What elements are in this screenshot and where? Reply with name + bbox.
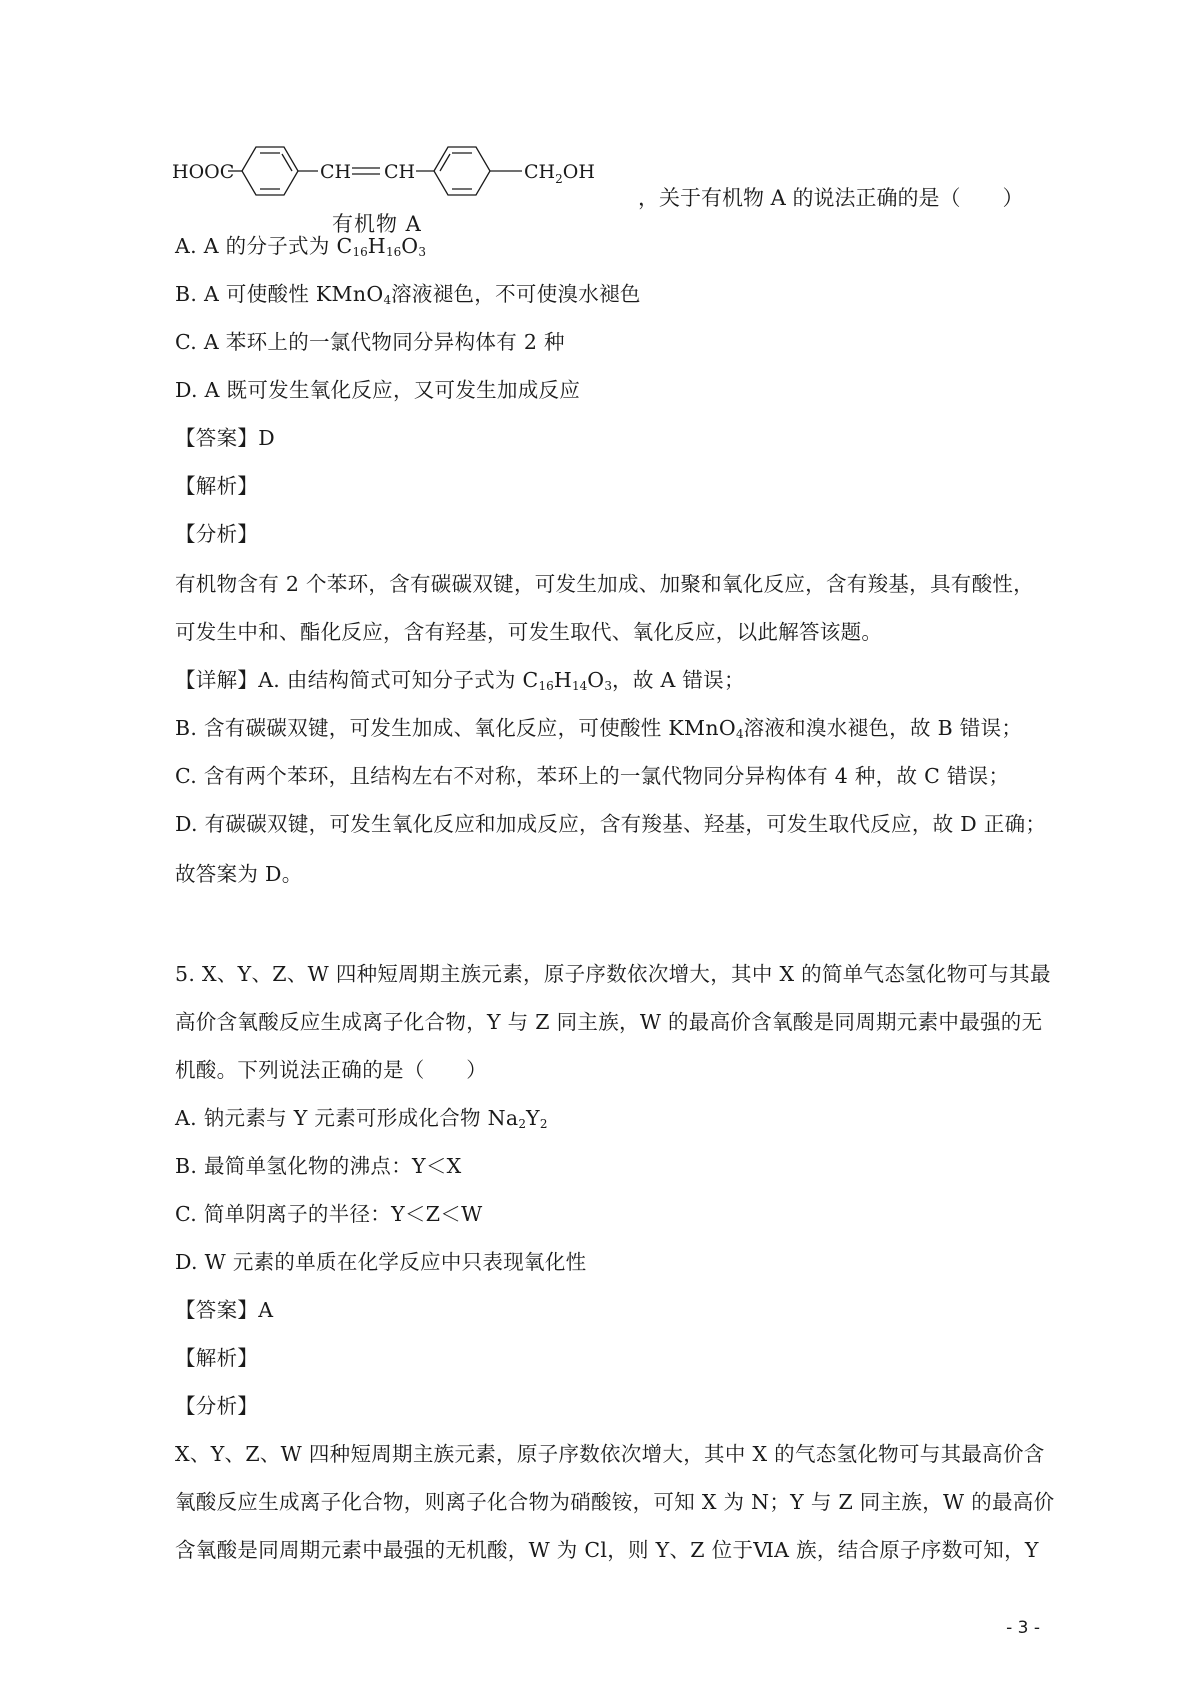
q4-fenxi-heading: 【分析】 bbox=[175, 522, 259, 546]
ch2-group: $CH_2OH$ bbox=[524, 161, 595, 186]
q4-option-a: A. A 的分子式为 $C_{16}H_{16}O_3$ bbox=[175, 234, 426, 259]
q5-option-c: C. 简单阴离子的半径：Y＜Z＜W bbox=[175, 1202, 483, 1226]
q4-jiexi-heading: 【解析】 bbox=[175, 474, 259, 498]
hooc-group: HOOC bbox=[172, 161, 235, 183]
q4-analysis-line-1: 有机物含有 2 个苯环，含有碳碳双键，可发生加成、加聚和氧化反应，含有羧基，具有酸性， bbox=[175, 572, 1034, 596]
structural-formula bbox=[172, 142, 672, 242]
question-4-stem: ，关于有机物 A 的说法正确的是（ ） bbox=[638, 186, 1024, 210]
q4-option-b: B. A 可使酸性 KMnO$_4$溶液褪色，不可使溴水褪色 bbox=[175, 282, 641, 307]
q5-analysis-line-2: 氧酸反应生成离子化合物，则离子化合物为硝酸铵，可知 X 为 N；Y 与 Z 同主族，W 的最高价 bbox=[175, 1490, 1055, 1514]
benzene-ring-left bbox=[242, 147, 298, 195]
structure-label: 有机物 A bbox=[332, 212, 422, 236]
q4-analysis-line-2: 可发生中和、酯化反应，含有羟基，可发生取代、氧化反应，以此解答该题。 bbox=[175, 620, 883, 644]
q5-analysis-line-1: X、Y、Z、W 四种短周期主族元素，原子序数依次增大，其中 X 的气态氢化物可与其最高价含 bbox=[175, 1442, 1045, 1466]
q4-detail-b: B. 含有碳碳双键，可发生加成、氧化反应，可使酸性 KMnO$_4$溶液和溴水褪色，故 B 错误； bbox=[175, 716, 1023, 741]
ch-right: CH bbox=[384, 161, 416, 183]
q5-stem-line-3: 机酸。下列说法正确的是（ ） bbox=[175, 1058, 487, 1082]
q5-fenxi-heading: 【分析】 bbox=[175, 1394, 259, 1418]
q4-conclusion: 故答案为 D。 bbox=[175, 862, 303, 886]
q5-answer: 【答案】A bbox=[175, 1298, 274, 1322]
q5-option-a: A. 钠元素与 Y 元素可形成化合物 $Na_2Y_2$ bbox=[175, 1106, 548, 1131]
q4-detail-d: D. 有碳碳双键，可发生氧化反应和加成反应，含有羧基、羟基，可发生取代反应，故 D 正确； bbox=[175, 812, 1047, 836]
ch-left: CH bbox=[320, 161, 352, 183]
q5-stem-line-1: 5. X、Y、Z、W 四种短周期主族元素，原子序数依次增大，其中 X 的简单气态氢化物可与其最 bbox=[175, 962, 1051, 986]
q5-stem-line-2: 高价含氧酸反应生成离子化合物，Y 与 Z 同主族，W 的最高价含氧酸是同周期元素中最强的无 bbox=[175, 1010, 1043, 1034]
structural-formula-diagram bbox=[172, 142, 672, 242]
q5-jiexi-heading: 【解析】 bbox=[175, 1346, 259, 1370]
q4-answer: 【答案】D bbox=[175, 426, 275, 450]
q4-option-c: C. A 苯环上的一氯代物同分异构体有 2 种 bbox=[175, 330, 565, 354]
q5-option-d: D. W 元素的单质在化学反应中只表现氧化性 bbox=[175, 1250, 587, 1274]
benzene-ring-right bbox=[434, 147, 490, 195]
q4-option-d: D. A 既可发生氧化反应，又可发生加成反应 bbox=[175, 378, 581, 402]
q5-analysis-line-3: 含氧酸是同周期元素中最强的无机酸，W 为 Cl，则 Y、Z 位于ⅥA 族，结合原子序数可知，Y bbox=[175, 1538, 1039, 1562]
q4-detail-c: C. 含有两个苯环，且结构左右不对称，苯环上的一氯代物同分异构体有 4 种，故 C 错误； bbox=[175, 764, 1010, 788]
q5-option-b: B. 最简单氢化物的沸点：Y＜X bbox=[175, 1154, 462, 1178]
q4-detail-a: 【详解】A. 由结构简式可知分子式为 $C_{16}H_{14}O_3$，故 A 错误； bbox=[175, 668, 745, 693]
page-number: - 3 - bbox=[1006, 1618, 1040, 1638]
